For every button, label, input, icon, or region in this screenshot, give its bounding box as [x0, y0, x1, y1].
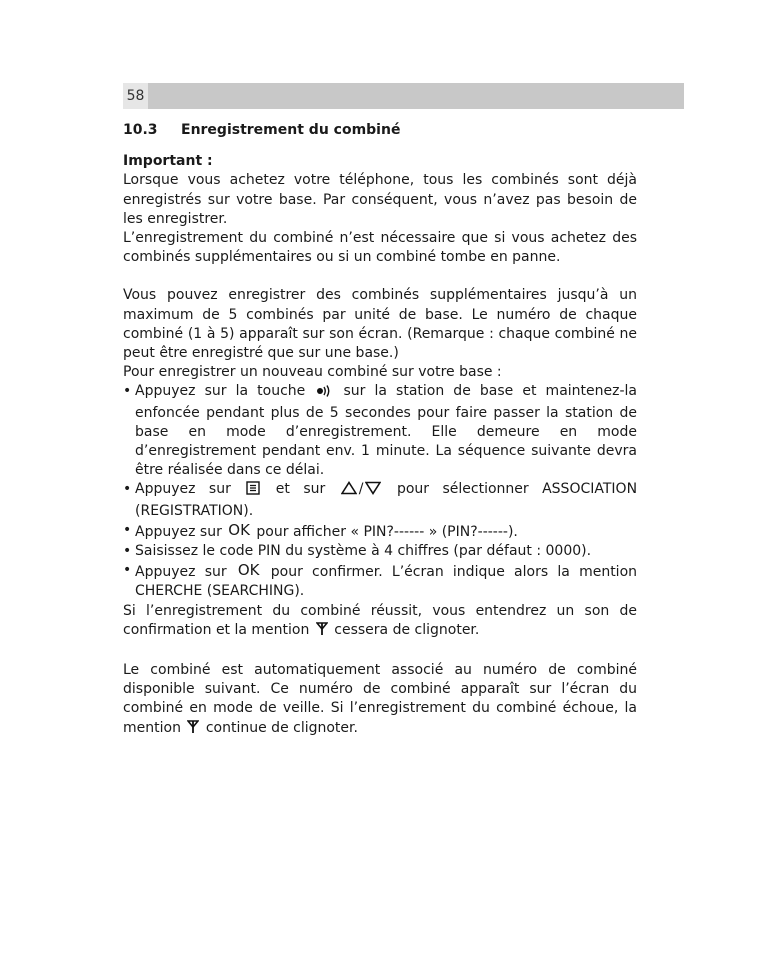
- steps-list: [123, 382, 637, 601]
- section-heading: [123, 121, 637, 140]
- section-number: 10.3: [123, 122, 158, 138]
- paragraph-5: Si l’enregistrement du combiné réussit, vous entendrez un son de confirmation et la mention cessera de clignoter.: [123, 602, 637, 642]
- ok-key-label: OK: [228, 520, 250, 539]
- step-5: • Appuyez sur OK pour confirmer. L’écran indique alors la mention CHERCHE (SEARCHING).: [123, 561, 637, 601]
- header-bar: [123, 83, 684, 109]
- step-4: • Saisissez le code PIN du système à 4 chiffres (par défaut : 0000).: [123, 542, 637, 561]
- paragraph-4: Pour enregistrer un nouveau combiné sur votre base :: [123, 364, 502, 381]
- page-content: [123, 121, 637, 740]
- paragraph-6: Le combiné est automatiquement associé au numéro de combiné disponible suivant. Ce numéro de combiné apparaît sur l’écran du combiné en mode de veille. Si l’enregistrement du combiné échoue, la mention continue de clignoter.: [123, 661, 637, 740]
- antenna-icon: [187, 720, 199, 740]
- step-2: • Appuyez sur et sur / pour sélectionner ASSOCIATION (REGISTRATION).: [123, 480, 637, 520]
- page-key-icon: [316, 384, 332, 403]
- paragraph-3: Vous pouvez enregistrer des combinés supplémentaires jusqu’à un maximum de 5 combinés par unité de base. Le numéro de chaque combiné (1 à 5) apparaît sur son écran. (Remarque : chaque combiné ne peut être enregistré que sur une base.): [123, 287, 637, 362]
- step-1: • Appuyez sur la touche sur la station de base et maintenez-la enfoncée pendant plus de 5 secondes pour faire passer la station de base en mode d’enregistrement. Elle demeure en mode d’enregistrement pendant env. 1 minute. La séquence suivante devra être réalisée dans ce délai.: [123, 382, 637, 480]
- menu-icon: [246, 481, 260, 501]
- ok-key-label: OK: [237, 561, 260, 580]
- step-3: • Appuyez sur OK pour afficher « PIN?------ » (PIN?------).: [123, 521, 637, 542]
- up-arrow-icon: [341, 481, 357, 501]
- paragraph-2: L’enregistrement du combiné n’est nécessaire que si vous achetez des combinés supplémentaires ou si un combiné tombe en panne.: [123, 230, 637, 266]
- down-arrow-icon: [365, 481, 381, 501]
- section-title: Enregistrement du combiné: [181, 122, 401, 138]
- paragraph-1: Lorsque vous achetez votre téléphone, tous les combinés sont déjà enregistrés sur votre base. Par conséquent, vous n’avez pas besoin de les enregistrer.: [123, 172, 637, 227]
- important-label: Important :: [123, 153, 213, 170]
- page-number: 58: [123, 83, 148, 109]
- antenna-icon: [316, 622, 328, 642]
